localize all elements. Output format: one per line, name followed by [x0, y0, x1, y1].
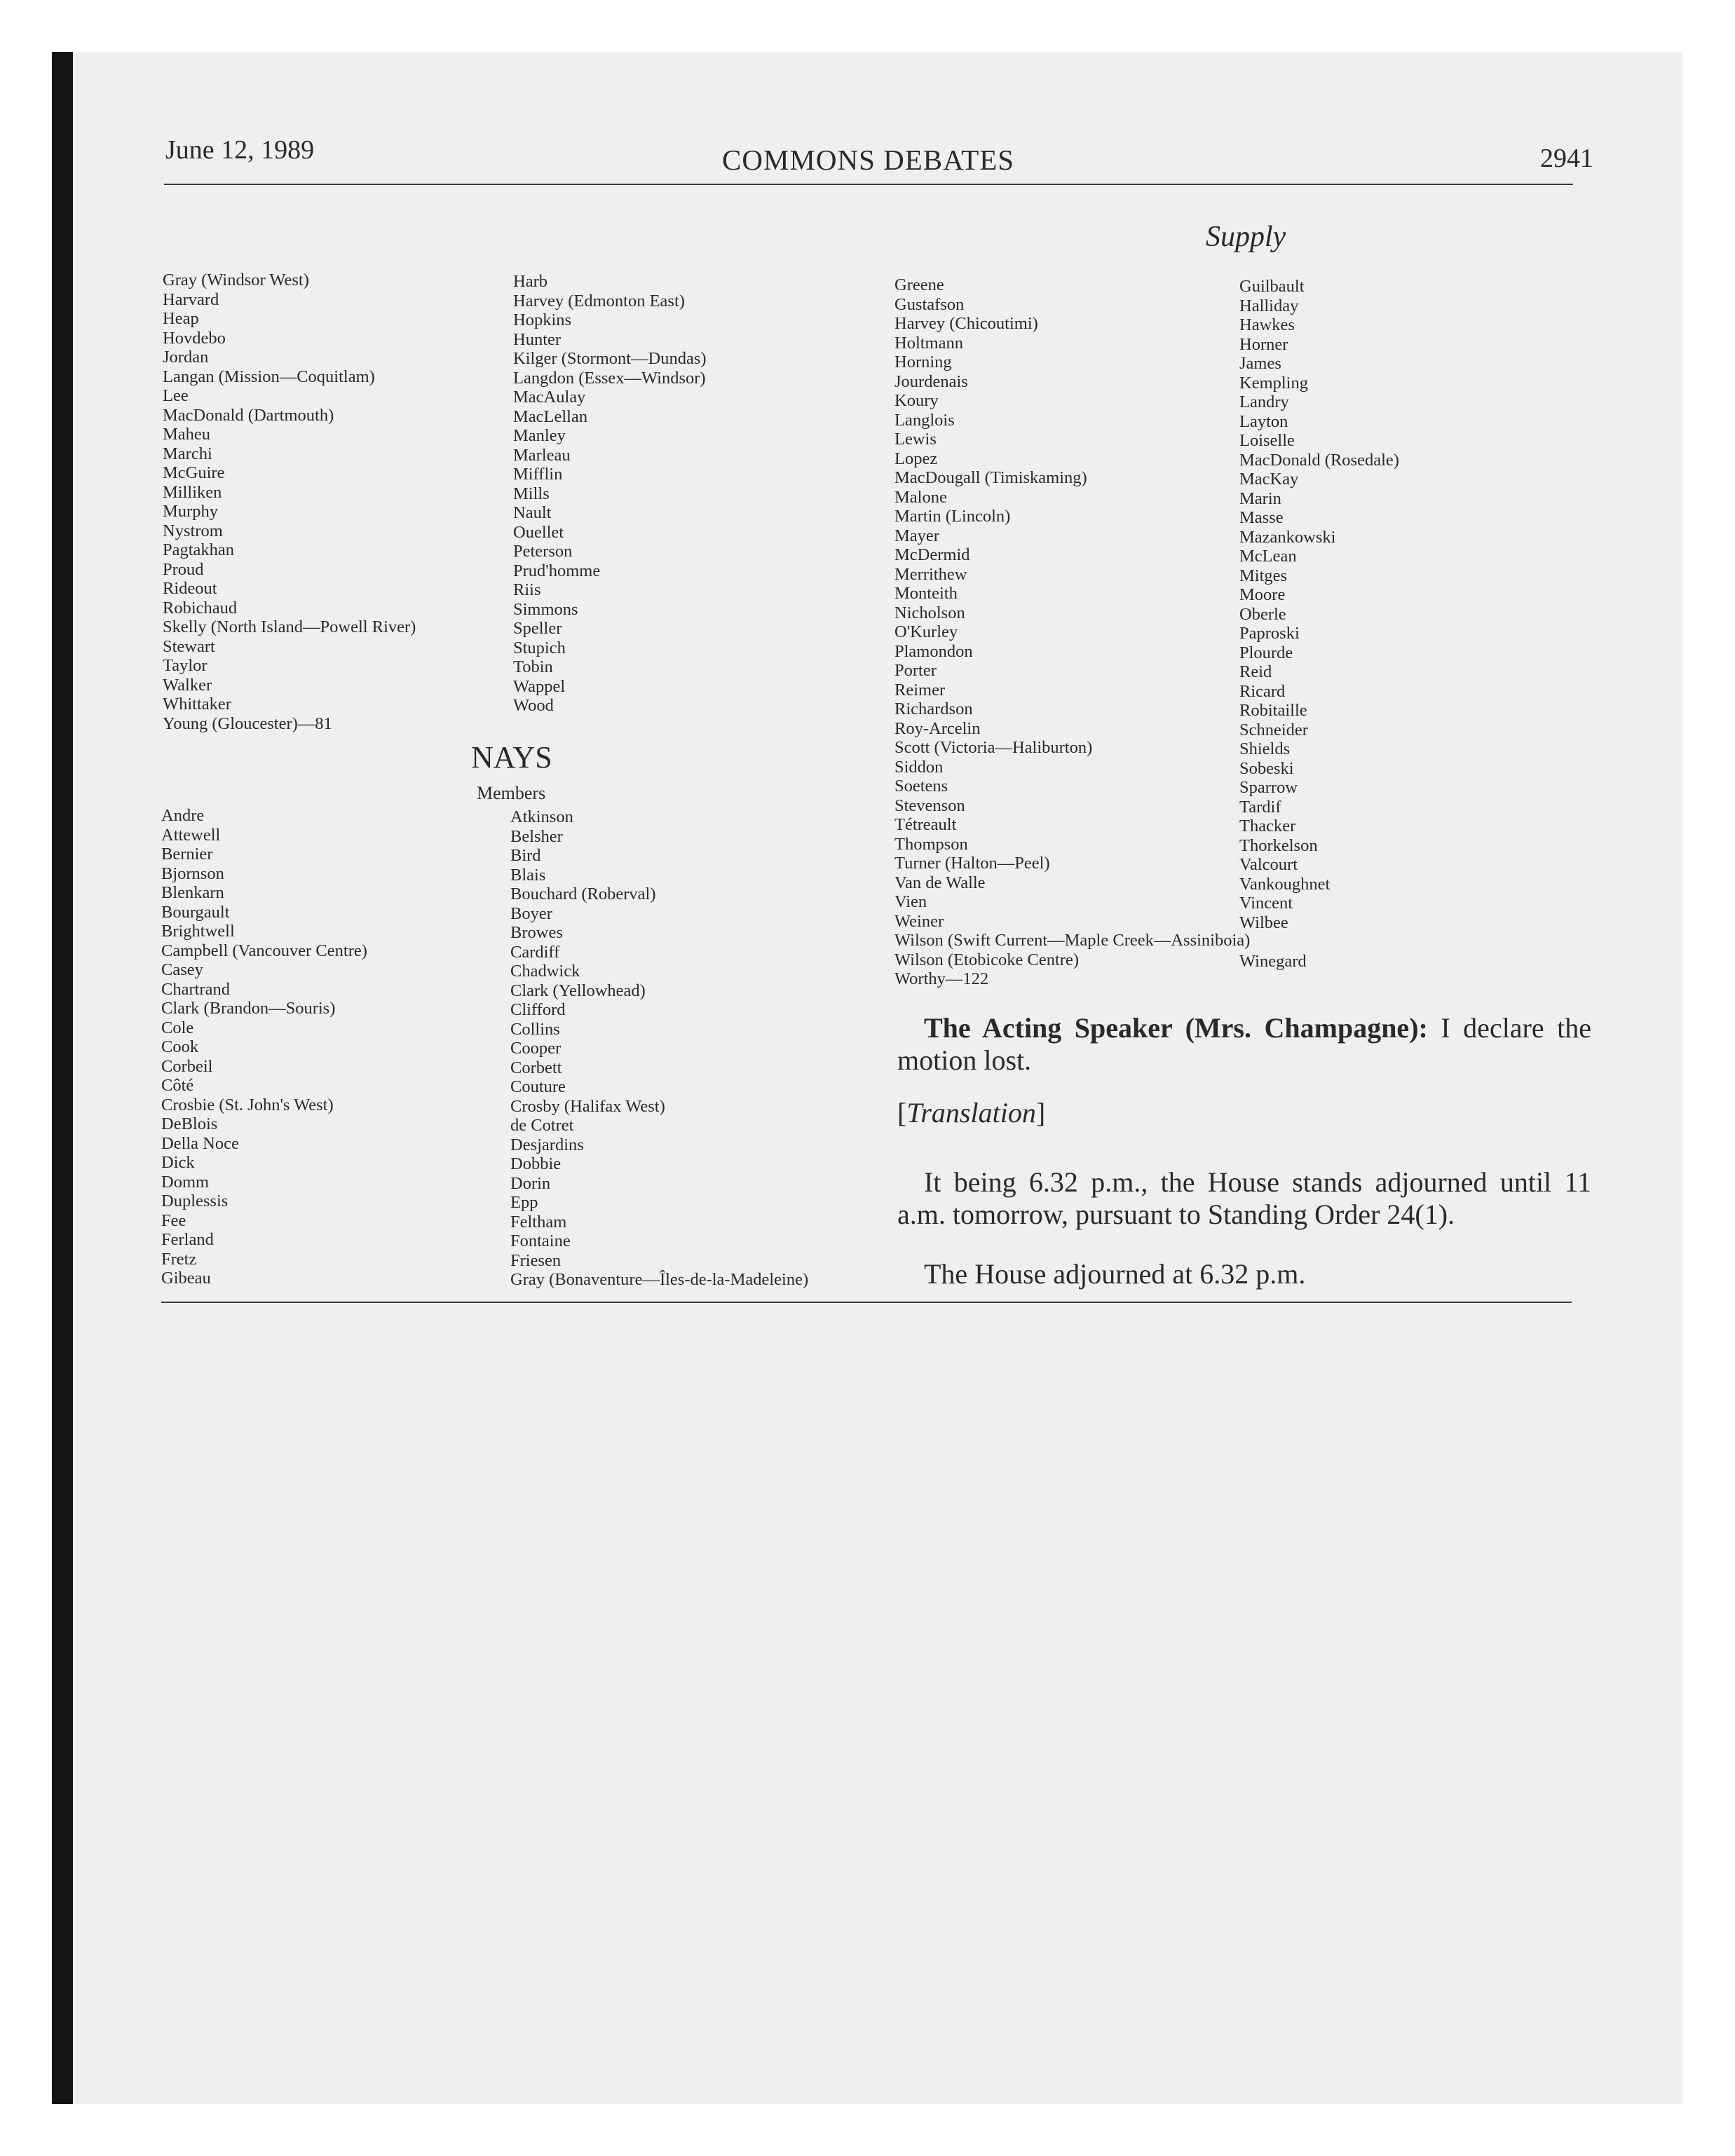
- member-name: Maheu: [163, 425, 211, 444]
- member-name: Gray (Windsor West): [163, 271, 309, 289]
- member-name: Fretz: [161, 1249, 197, 1269]
- member-name: Vien: [894, 892, 927, 911]
- member-name: Plourde: [1239, 643, 1293, 662]
- member-name: Chadwick: [510, 962, 580, 981]
- member-name: MacKay: [1239, 470, 1299, 489]
- translation-label: Translation: [906, 1097, 1036, 1128]
- member-name: Bourgault: [161, 902, 230, 922]
- member-name: Dick: [161, 1153, 195, 1172]
- member-name: Robichaud: [163, 598, 238, 618]
- member-name: Mills: [513, 484, 550, 503]
- member-name: Dorin: [510, 1173, 551, 1193]
- members-label: Members: [477, 783, 546, 803]
- speaker-name: The Acting Speaker (Mrs. Champagne):: [924, 1012, 1428, 1044]
- yeas-column-1: [163, 271, 416, 733]
- header-rule: [164, 184, 1573, 185]
- member-name: Rideout: [163, 579, 217, 598]
- translation-note: [Translation]: [897, 1097, 1046, 1128]
- member-name: Langlois: [894, 410, 955, 430]
- member-name: Walker: [163, 675, 212, 695]
- member-name: Moore: [1239, 585, 1286, 604]
- member-name: Harvey (Chicoutimi): [894, 314, 1038, 333]
- member-name: Wood: [513, 696, 554, 715]
- member-name: Couture: [510, 1077, 566, 1096]
- member-name: O'Kurley: [894, 622, 958, 641]
- member-name: Malone: [894, 487, 947, 507]
- member-name: Corbeil: [161, 1056, 213, 1076]
- member-name: Vincent: [1239, 894, 1293, 913]
- member-name: Clark (Yellowhead): [510, 981, 646, 1000]
- member-name: Langan (Mission—Coquitlam): [163, 367, 375, 386]
- member-name: Gustafson: [894, 294, 965, 314]
- member-name: Peterson: [513, 542, 573, 561]
- member-name: Lewis: [894, 430, 937, 449]
- member-name: Belsher: [510, 826, 563, 846]
- member-name: Langdon (Essex—Windsor): [513, 368, 706, 388]
- member-name: Della Noce: [161, 1133, 239, 1153]
- member-name: Ferland: [161, 1230, 214, 1249]
- member-name: Epp: [510, 1193, 538, 1212]
- member-name: Corbett: [510, 1058, 562, 1077]
- member-name: Côté: [161, 1076, 194, 1095]
- member-name: MacDonald (Dartmouth): [163, 405, 334, 425]
- footer-rule: [161, 1302, 1572, 1303]
- member-name: Boyer: [510, 903, 552, 923]
- member-name: Stewart: [163, 636, 215, 656]
- member-name: Casey: [161, 960, 203, 979]
- member-name: Plamondon: [894, 641, 973, 661]
- page-number: 2941: [1540, 144, 1593, 173]
- nays-column-1: [161, 806, 367, 1288]
- member-name: Feltham: [510, 1212, 567, 1231]
- member-name: Nystrom: [163, 521, 223, 540]
- section-label: Supply: [1206, 221, 1286, 253]
- member-name: Robitaille: [1239, 701, 1307, 720]
- member-name: Clifford: [510, 1000, 566, 1019]
- member-name: Kempling: [1239, 373, 1308, 393]
- member-name: Wilson (Etobicoke Centre): [894, 950, 1079, 969]
- member-name: Bernier: [161, 845, 213, 864]
- member-name: Blenkarn: [161, 883, 224, 902]
- member-name: Wilbee: [1239, 913, 1288, 932]
- header-title: COMMONS DEBATES: [722, 144, 1015, 176]
- member-name: Harvard: [163, 289, 219, 309]
- member-name: Horner: [1239, 334, 1288, 354]
- member-name: Taylor: [163, 656, 207, 675]
- member-name: James: [1239, 354, 1281, 373]
- adjournment-notice: It being 6.32 p.m., the House stands adjourned until 11 a.m. tomorrow, pursuant to Standing Order 24(1).: [897, 1166, 1591, 1230]
- member-name: Stevenson: [894, 796, 965, 815]
- nays-column-3: [894, 275, 1250, 989]
- adjourned-line: The House adjourned at 6.32 p.m.: [924, 1258, 1306, 1290]
- member-name: Speller: [513, 619, 562, 638]
- member-name: Nault: [513, 503, 552, 522]
- member-name: Ricard: [1239, 681, 1286, 701]
- member-name: Van de Walle: [894, 873, 986, 892]
- member-name: Desjardins: [510, 1135, 584, 1154]
- member-name: Brightwell: [161, 922, 235, 941]
- member-name: Atkinson: [510, 807, 573, 826]
- member-name: MacAulay: [513, 388, 586, 407]
- member-name: Browes: [510, 923, 563, 942]
- member-name: Clark (Brandon—Souris): [161, 999, 336, 1018]
- member-name: Lee: [163, 386, 189, 405]
- member-name: Vankoughnet: [1239, 874, 1331, 894]
- member-name: Halliday: [1239, 296, 1299, 315]
- member-name: Friesen: [510, 1250, 562, 1270]
- member-name: Shields: [1239, 739, 1291, 758]
- member-name: Campbell (Vancouver Centre): [161, 941, 367, 960]
- member-name: Paproski: [1239, 624, 1300, 643]
- member-name: Dobbie: [510, 1154, 562, 1173]
- member-name: Young (Gloucester)—81: [163, 714, 332, 733]
- member-name: Heap: [163, 309, 199, 328]
- member-name: Mayer: [894, 526, 939, 545]
- member-name: Reimer: [894, 680, 946, 700]
- member-name: Riis: [513, 580, 541, 599]
- member-name: Mitges: [1239, 566, 1288, 585]
- member-name: McGuire: [163, 463, 225, 482]
- member-name: Tétreault: [894, 815, 957, 834]
- member-name: Siddon: [894, 757, 944, 777]
- member-name: Collins: [510, 1019, 560, 1039]
- member-name: Hopkins: [513, 311, 572, 329]
- member-name: Cole: [161, 1018, 194, 1037]
- member-name: Martin (Lincoln): [894, 507, 1011, 526]
- member-name: Manley: [513, 426, 566, 445]
- member-name: Jourdenais: [894, 371, 968, 391]
- member-name: Fee: [161, 1210, 186, 1230]
- member-name: Mazankowski: [1239, 527, 1336, 547]
- member-name: Porter: [894, 661, 937, 680]
- member-name: Marleau: [513, 445, 571, 465]
- member-name: Reid: [1239, 662, 1272, 681]
- member-name: Murphy: [163, 502, 218, 521]
- member-name: Merrithew: [894, 564, 967, 584]
- member-name: Cook: [161, 1037, 199, 1056]
- member-name: Soetens: [894, 777, 948, 796]
- member-name: Harb: [513, 272, 547, 291]
- member-name: Scott (Victoria—Haliburton): [894, 738, 1093, 757]
- member-name: Thorkelson: [1239, 835, 1318, 855]
- member-name: Thacker: [1239, 817, 1296, 835]
- member-name: Andre: [161, 806, 205, 825]
- member-name: Weiner: [894, 911, 944, 931]
- member-name: Winegard: [1239, 951, 1307, 971]
- yeas-column-2: [513, 272, 707, 716]
- member-name: Landry: [1239, 393, 1289, 411]
- member-name: Whittaker: [163, 695, 231, 714]
- header-date: June 12, 1989: [165, 135, 315, 165]
- member-name: Schneider: [1239, 720, 1308, 739]
- member-name: Hunter: [513, 329, 562, 349]
- member-name: Hawkes: [1239, 315, 1295, 334]
- member-name: Stupich: [513, 638, 566, 657]
- member-name: Hovdebo: [163, 328, 226, 348]
- member-name: Crosby (Halifax West): [510, 1096, 665, 1116]
- member-name: Chartrand: [161, 979, 230, 999]
- member-name: MacDougall (Timiskaming): [894, 468, 1087, 487]
- member-name: Domm: [161, 1172, 210, 1192]
- member-name: Holtmann: [894, 333, 963, 353]
- member-name: Horning: [894, 353, 952, 371]
- member-name: Simmons: [513, 599, 578, 619]
- member-name: Fontaine: [510, 1231, 571, 1250]
- member-name: Guilbault: [1239, 277, 1305, 296]
- member-name: Loiselle: [1239, 431, 1295, 450]
- member-name: Wilson (Swift Current—Maple Creek—Assiniboia): [894, 931, 1251, 950]
- speaker-statement: [897, 1012, 1591, 1077]
- member-name: Pagtakhan: [163, 540, 235, 559]
- member-name: Wappel: [513, 676, 566, 696]
- member-name: Turner (Halton—Peel): [894, 854, 1050, 873]
- member-name: Marchi: [163, 444, 212, 463]
- member-name: Gray (Bonaventure—Îles-de-la-Madeleine): [510, 1270, 809, 1289]
- member-name: Koury: [894, 391, 939, 410]
- member-name: Greene: [894, 275, 944, 294]
- member-name: MacDonald (Rosedale): [1239, 450, 1399, 470]
- member-name: Jordan: [163, 348, 209, 367]
- speaker-text: I declare the motion lost.: [897, 1012, 1592, 1076]
- member-name: Valcourt: [1239, 855, 1298, 874]
- member-name: Milliken: [163, 482, 222, 502]
- member-name: Attewell: [161, 825, 221, 845]
- member-name: Oberle: [1239, 604, 1286, 624]
- member-name: Cardiff: [510, 942, 560, 962]
- member-name: Prud'homme: [513, 561, 601, 580]
- member-name: Worthy—122: [894, 969, 989, 988]
- member-name: Marin: [1239, 489, 1281, 508]
- member-name: Mifflin: [513, 465, 563, 484]
- member-name: Layton: [1239, 411, 1288, 431]
- member-name: Harvey (Edmonton East): [513, 291, 685, 311]
- member-name: Nicholson: [894, 603, 965, 622]
- member-name: DeBlois: [161, 1114, 218, 1133]
- member-name: Sobeski: [1239, 758, 1294, 778]
- nays-column-2: [510, 807, 808, 1290]
- member-name: Roy-Arcelin: [894, 718, 981, 738]
- member-name: MacLellan: [513, 407, 588, 426]
- member-name: Blais: [510, 865, 546, 885]
- binding-edge: [52, 52, 73, 2104]
- member-name: Duplessis: [161, 1192, 229, 1210]
- member-name: Gibeau: [161, 1269, 211, 1288]
- member-name: Bouchard (Roberval): [510, 885, 656, 903]
- member-name: Masse: [1239, 508, 1284, 527]
- nays-column-4: [1239, 277, 1399, 971]
- member-name: Lopez: [894, 449, 938, 468]
- member-name: Monteith: [894, 584, 958, 603]
- member-name: Cooper: [510, 1039, 562, 1058]
- member-name: Kilger (Stormont—Dundas): [513, 349, 707, 368]
- member-name: Sparrow: [1239, 778, 1298, 797]
- member-name: de Cotret: [510, 1116, 574, 1135]
- member-name: Bird: [510, 846, 541, 865]
- member-name: Tobin: [513, 657, 553, 676]
- member-name: Ouellet: [513, 522, 564, 542]
- member-name: McDermid: [894, 545, 970, 564]
- member-name: Bjornson: [161, 864, 224, 883]
- member-name: Richardson: [894, 700, 973, 718]
- nays-heading: NAYS: [471, 740, 552, 775]
- member-name: McLean: [1239, 547, 1297, 566]
- member-name: Crosbie (St. John's West): [161, 1095, 334, 1114]
- member-name: Tardif: [1239, 797, 1281, 817]
- member-name: Proud: [163, 559, 204, 579]
- member-name: [1239, 932, 1399, 952]
- member-name: Thompson: [894, 834, 968, 854]
- member-name: Skelly (North Island—Powell River): [163, 618, 416, 636]
